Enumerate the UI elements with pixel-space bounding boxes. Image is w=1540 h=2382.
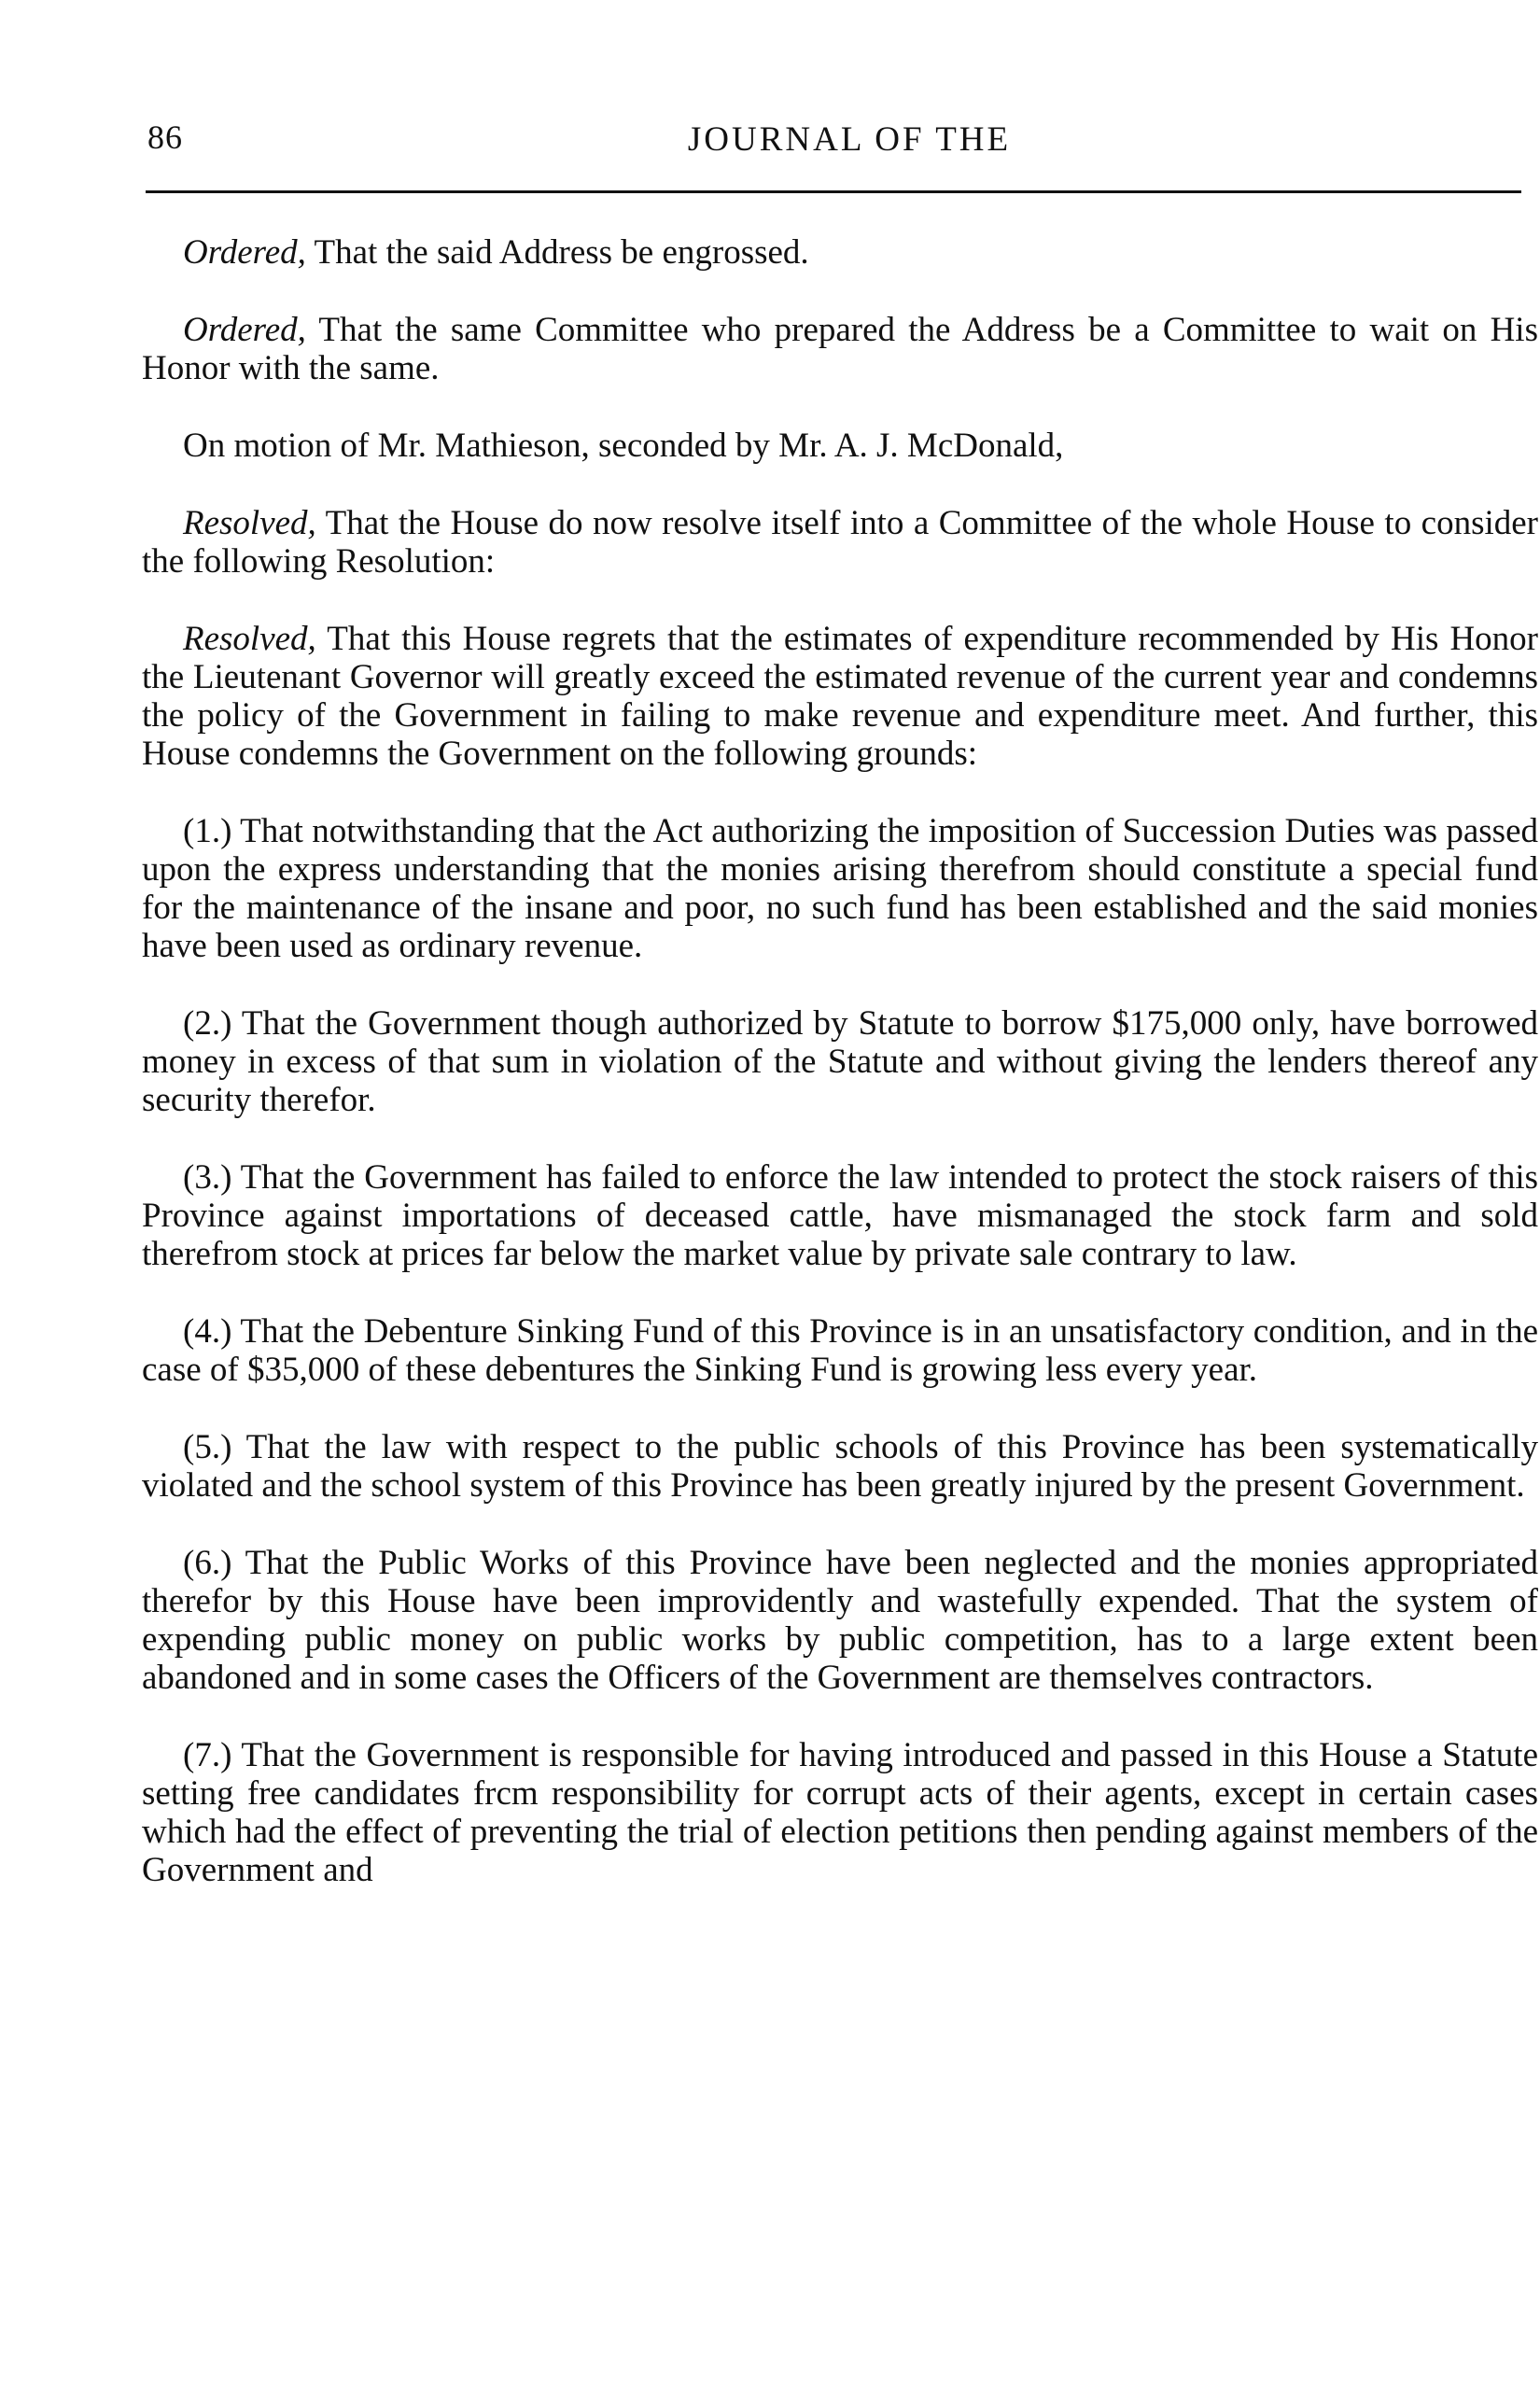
page-number: 86 [147,119,183,156]
paragraph-text: That the House do now resolve itself into a Committee of the whole House to consider the following Resolution: [142,504,1538,581]
paragraph-text: (2.) That the Government though authorized by Statute to borrow $175,000 only, have borrowed money in excess of that sum in violation of the Statute and without giving the lenders thereof any security therefor. [142,1004,1538,1119]
paragraph-ordered-committee [142,311,1538,387]
paragraph-text: That the same Committee who prepared the Address be a Committee to wait on His Honor with the same. [142,311,1538,387]
paragraph-lead: Resolved, [183,504,316,542]
paragraph-ground-2 [142,1004,1538,1119]
paragraph-lead: Ordered, [183,233,306,272]
paragraph-resolved-estimates [142,620,1538,773]
paragraph-text: (7.) That the Government is responsible for having introduced and passed in this House a Statute setting free candidates frcm responsibility for corrupt acts of their agents, except in certain cases which had the effect of preventing the trial of election petitions then pending against members of the Government and [142,1736,1538,1889]
paragraph-ground-6 [142,1544,1538,1697]
paragraph-text: (6.) That the Public Works of this Province have been neglected and the monies appropriated therefor by this House have been improvidently and wastefully expended. That the system of expending public money on public works by public competition, has to a large extent been abandoned and in some cases the Officers of the Government are themselves contractors. [142,1544,1538,1697]
paragraph-resolved-committee [142,504,1538,581]
paragraph-lead: Ordered, [183,311,306,349]
paragraph-text: (3.) That the Government has failed to enforce the law intended to protect the stock raisers of this Province against importations of deceased cattle, have mismanaged the stock farm and sold therefrom stock at prices far below the market value by private sale contrary to law. [142,1158,1538,1273]
paragraph-lead: Resolved, [183,620,316,658]
page-header [140,118,1521,174]
paragraph-text: (5.) That the law with respect to the public schools of this Province has been systematically violated and the school system of this Province has been greatly injured by the present Government. [142,1428,1538,1505]
paragraph-text: (4.) That the Debenture Sinking Fund of this Province is in an unsatisfactory condition, and in the case of $35,000 of these debentures the Sinking Fund is growing less every year. [142,1312,1538,1389]
paragraph-ground-4 [142,1312,1538,1389]
paragraph-ground-1 [142,812,1538,965]
paragraph-text: That this House regrets that the estimates of expenditure recommended by His Honor the Lieutenant Governor will greatly exceed the estimated revenue of the current year and condemns the policy of the Government in failing to make revenue and expenditure meet. And further, this House condemns the Government on the following grounds: [142,620,1538,773]
paragraph-motion [142,427,1538,465]
running-title: JOURNAL OF THE [687,120,1012,159]
header-rule [146,190,1521,193]
paragraph-ordered-engrossed [142,233,1538,272]
paragraph-text: On motion of Mr. Mathieson, seconded by Mr. A. J. McDonald, [183,427,1064,465]
paragraph-text: (1.) That notwithstanding that the Act authorizing the imposition of Succession Duties was passed upon the express understanding that the monies arising therefrom should constitute a special fund for the maintenance of the insane and poor, no such fund has been established and the said monies have been used as ordinary revenue. [142,812,1538,965]
paragraph-text: That the said Address be engrossed. [314,233,809,272]
paragraph-ground-7 [142,1736,1538,1889]
journal-body [142,233,1538,1889]
paragraph-ground-5 [142,1428,1538,1505]
paragraph-ground-3 [142,1158,1538,1273]
